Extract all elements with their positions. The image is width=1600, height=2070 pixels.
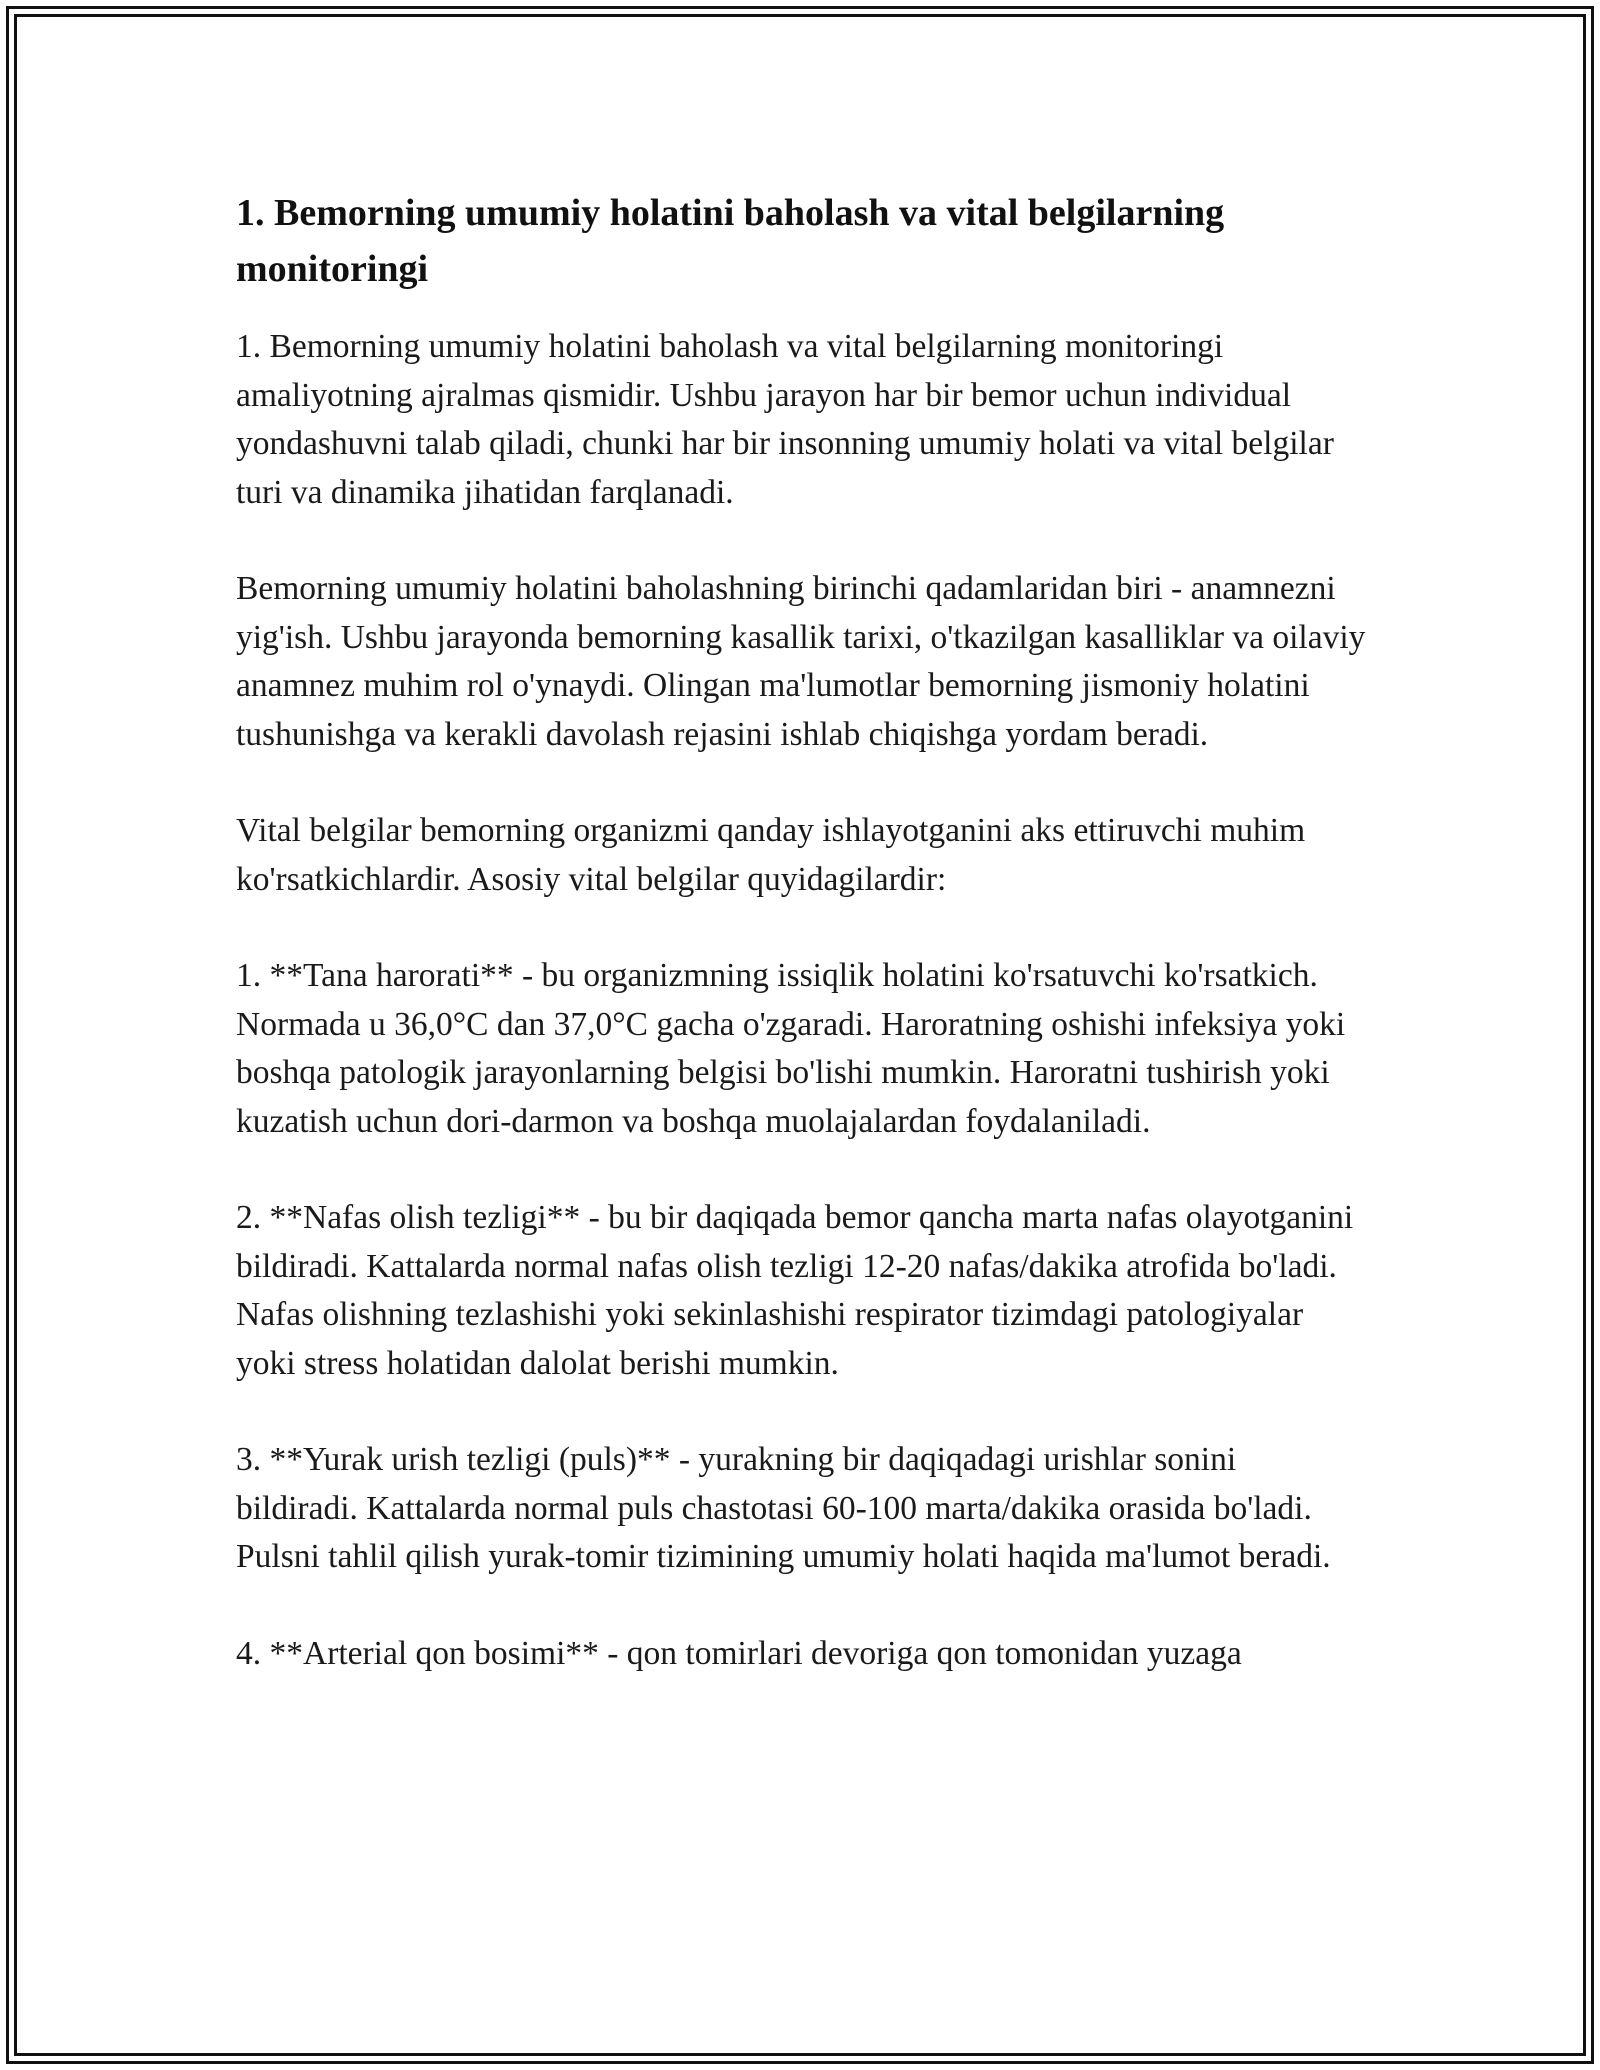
paragraph-anamnesis: Bemorning umumiy holatini baholashning birinchi qadamlaridan biri - anamnezni yig'ish. Ushbu jarayonda bemorning kasallik tarixi, o'tkazilgan kasalliklar va oilaviy anamnez muhim rol o'ynaydi. Olingan ma'lumotlar bemorning jismoniy holatini tushunishga va kerakli davolash rejasini ishlab chiqishga yordam beradi. [236,570,1366,753]
list-item-pulse: 3. **Yurak urish tezligi (puls)** - yurakning bir daqiqadagi urishlar sonini bildiradi. Kattalarda normal puls chastotasi 60-100 marta/dakika orasida bo'ladi. Pulsni tahlil qilish yurak-tomir tizimining umumiy holati haqida ma'lumot beradi. [236,1441,1331,1575]
list-item-blood-pressure: 4. **Arterial qon bosimi** - qon tomirlari devoriga qon tomonidan yuzaga [236,1634,1242,1672]
list-item-respiratory-rate: 2. **Nafas olish tezligi** - bu bir daqiqada bemor qancha marta nafas olayotganini bildiradi. Kattalarda normal nafas olish tezligi 12-20 nafas/dakika atrofida bo'ladi. Nafas olishning tezlashishi yoki sekinlashishi respirator tizimdagi patologiyalar yoki stress holatidan dalolat berishi mumkin. [236,1199,1354,1382]
document-page [236,185,1366,1726]
document-title: 1. Bemorning umumiy holatini baholash va vital belgilarning monitoringi [236,192,1225,290]
list-item-body-temperature: 1. **Tana harorati** - bu organizmning issiqlik holatini ko'rsatuvchi ko'rsatkich. Normada u 36,0°C dan 37,0°C gacha o'zgaradi. Haroratning oshishi infeksiya yoki boshqa patologik jarayonlarning belgisi bo'lishi mumkin. Haroratni tushirish yoki kuzatish uchun dori-darmon va boshqa muolajalardan foydalaniladi. [236,957,1346,1140]
paragraph-vital-signs: Vital belgilar bemorning organizmi qanday ishlayotganini aks ettiruvchi muhim ko'rsatkichlardir. Asosiy vital belgilar quyidagilardir: [236,812,1306,898]
paragraph-intro: 1. Bemorning umumiy holatini baholash va vital belgilarning monitoringi amaliyotning ajralmas qismidir. Ushbu jarayon har bir bemor uchun individual yondashuvni talab qiladi, chunki har bir insonning umumiy holati va vital belgilar turi va dinamika jihatidan farqlanadi. [236,328,1334,511]
